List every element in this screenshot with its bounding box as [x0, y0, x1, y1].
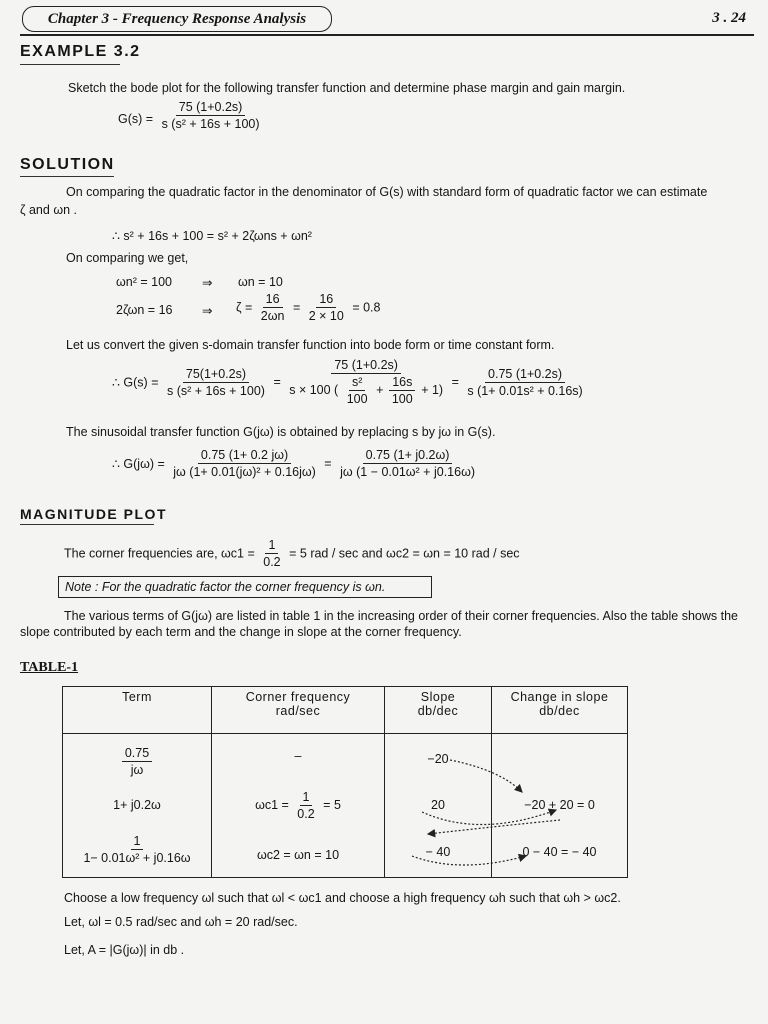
arrow-slope3-to-change2 — [412, 856, 526, 865]
gjw-f2-den: jω (1 − 0.01ω² + j0.16ω) — [340, 465, 475, 479]
closing-line-1: Choose a low frequency ωl such that ωl < ωc1 and choose a high frequency ωh such that ωh > ωc2. — [64, 891, 621, 905]
gjw-f1-num: 0.75 (1+ 0.2 jω) — [198, 448, 291, 464]
zeta-equals: = — [292, 300, 301, 315]
gs-f3-den: s (1+ 0.01s² + 0.16s) — [467, 383, 583, 398]
eq-two-zeta: 2ζωn = 16 — [116, 303, 173, 317]
gs-f1-den: s (s² + 16s + 100) — [166, 383, 265, 398]
change-2: 0 − 40 = − 40 — [522, 845, 597, 860]
zeta-result: = 0.8 — [352, 300, 381, 315]
table-title: TABLE-1 — [20, 660, 79, 675]
zeta-f2-num: 16 — [316, 292, 336, 308]
implies-arrow-1: ⇒ — [202, 276, 213, 290]
change-1: −20 + 20 = 0 — [524, 798, 595, 813]
corner-den: 0.2 — [263, 555, 281, 569]
problem-statement: Sketch the bode plot for the following transfer function and determine phase margin and gain margin. — [68, 81, 626, 95]
gs-f2-num: 75 (1+0.2s) — [331, 358, 401, 374]
slope-1: −20 — [427, 751, 449, 766]
corner-2: ωc1 = $\frac{1}{0.2}$ = 5 — [255, 790, 341, 821]
compare-text: On comparing we get, — [66, 251, 189, 265]
solution-title: SOLUTION — [20, 156, 115, 173]
gs-f2-den-pre: s × 100 ( — [289, 382, 339, 397]
gs-lhs: ∴ G(s) = — [112, 375, 159, 390]
gjw-lhs: ∴ G(jω) = — [112, 457, 165, 471]
eq-omega-n: ωn = 10 — [238, 275, 283, 289]
gs-f2-den-post: + 1) — [421, 382, 444, 397]
sinusoidal-text: The sinusoidal transfer function G(jω) is obtained by replacing s by jω in G(s). — [66, 425, 496, 439]
implies-arrow-2: ⇒ — [202, 304, 213, 318]
term-3-den: 1− 0.01ω² + j0.16ω — [83, 850, 191, 865]
term-3-num: 1 — [131, 834, 144, 850]
header-change-in-slope: Change in slope db/dec — [492, 687, 628, 734]
term-1-num: 0.75 — [122, 746, 152, 762]
corner-pre: The corner frequencies are, ωc1 = — [64, 546, 255, 561]
solution-intro: On comparing the quadratic factor in the denominator of G(s) with standard form of quadratic factor we can estimate — [66, 185, 708, 199]
gjw-f1-den: jω (1+ 0.01(jω)² + 0.16jω) — [173, 465, 316, 479]
arrow-slope1-to-change1 — [450, 760, 522, 792]
gjw-f2-num: 0.75 (1+ j0.2ω) — [363, 448, 453, 464]
gs-equals-1: = — [273, 375, 281, 389]
gs-f2-b-den: 100 — [391, 392, 413, 406]
solution-intro-2: ζ and ωn . — [20, 203, 77, 217]
note-box: Note : For the quadratic factor the corner frequency is ωn. — [58, 576, 432, 598]
gs-equals-2: = — [451, 375, 459, 389]
terms-text: The various terms of G(jω) are listed in table 1 in the increasing order of their corner frequencies. Also the table shows the slope contributed by each term and the change in slope at the corner frequency. — [20, 609, 738, 639]
example-title: EXAMPLE 3.2 — [20, 43, 141, 60]
closing-line-3: Let, A = |G(jω)| in db . — [64, 943, 185, 957]
gs-f3-num: 0.75 (1+0.2s) — [485, 367, 565, 383]
tf-lhs: G(s) = — [118, 112, 154, 126]
corner-3: ωc2 = ωn = 10 — [256, 848, 340, 862]
gjw-equals: = — [324, 456, 332, 471]
gs-f2-a-den: 100 — [346, 392, 368, 406]
convert-text: Let us convert the given s-domain transfer function into bode form or time constant form. — [66, 338, 555, 352]
header-slope: Slope db/dec — [385, 687, 492, 734]
gs-f2-b-num: 16s — [389, 375, 415, 391]
gs-f2-plus: + — [376, 382, 384, 397]
tf-numerator: 75 (1+0.2s) — [176, 100, 246, 116]
arrow-slope2-to-change2 — [428, 820, 560, 834]
closing-line-2: Let, ωl = 0.5 rad/sec and ωh = 20 rad/sec. — [64, 915, 298, 929]
zeta-f1-num: 16 — [263, 292, 283, 308]
corner-1: – — [294, 749, 302, 763]
corner-post: = 5 rad / sec and ωc2 = ωn = 10 rad / sec — [289, 546, 520, 561]
term-1-den: jω — [130, 763, 144, 778]
header-corner-frequency: Corner frequency rad/sec — [212, 687, 385, 734]
corner-num: 1 — [265, 538, 278, 554]
chapter-title: Chapter 3 - Frequency Response Analysis — [22, 6, 332, 32]
slope-2: 20 — [431, 798, 445, 813]
magnitude-plot-title: MAGNITUDE PLOT — [20, 506, 167, 522]
gs-f2-a-num: s² — [349, 375, 365, 391]
page-number: 3 . 24 — [712, 10, 746, 26]
term-2: 1+ j0.2ω — [113, 798, 161, 813]
header-term: Term — [63, 687, 212, 734]
slope-3: − 40 — [425, 845, 451, 860]
eq-omega-squared: ωn² = 100 — [116, 275, 172, 289]
zeta-f1-den: 2ωn — [260, 309, 285, 323]
corner-2-fraction: $\frac{1}{0.2}$ — [297, 790, 315, 821]
zeta-f2-den: 2 × 10 — [308, 309, 344, 323]
zeta-symbol: ζ = — [236, 300, 253, 315]
tf-denominator: s (s² + 16s + 100) — [161, 117, 260, 131]
gs-f1-num: 75(1+0.2s) — [183, 367, 249, 383]
equation-quadratic: ∴ s² + 16s + 100 = s² + 2ζωns + ωn² — [112, 229, 312, 243]
